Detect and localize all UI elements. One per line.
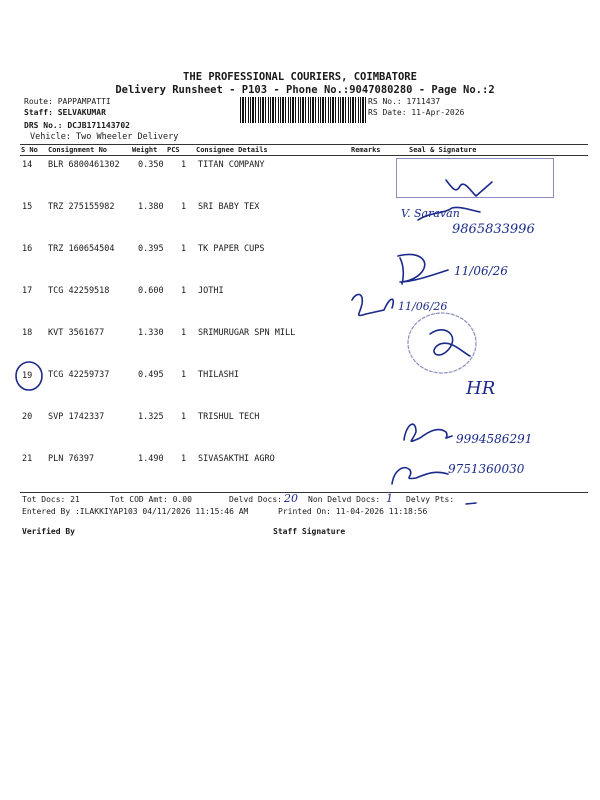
row-weight: 1.325: [138, 412, 164, 422]
row-weight: 0.600: [138, 286, 164, 296]
rs-date: RS Date: 11-Apr-2026: [368, 108, 465, 117]
staff: Staff: SELVAKUMAR: [24, 108, 106, 117]
row-consignee: TK PAPER CUPS: [198, 244, 265, 254]
rs-number: RS No.: 1711437: [368, 97, 441, 106]
route: Route: PAPPAMPATTI: [24, 97, 111, 106]
row-weight: 1.490: [138, 454, 164, 464]
row-weight: 1.380: [138, 202, 164, 212]
row-consignment: KVT 3561677: [48, 328, 105, 338]
signature-row21: [392, 468, 448, 484]
hw-row15-name: V. Saravan: [401, 207, 460, 220]
drs-number: DRS No.: DCJB171143702: [24, 121, 130, 130]
signature-row17: [352, 294, 393, 315]
signature-row14: [446, 180, 492, 196]
row-pcs: 1: [181, 328, 187, 338]
row-consignee: JOTHI: [198, 286, 224, 296]
col-weight: Weight: [132, 146, 158, 154]
hw-row16-date: 11/06/26: [454, 264, 508, 278]
row-consignee: TRISHUL TECH: [198, 412, 260, 422]
delvy-pts: Delvy Pts:: [406, 495, 455, 504]
row-consignment: TRZ 275155982: [48, 202, 115, 212]
tot-cod: Tot COD Amt: 0.00: [110, 495, 192, 504]
signature-row18: [430, 330, 470, 356]
row-sno: 16: [22, 244, 33, 254]
tot-docs: Tot Docs: 21: [22, 495, 80, 504]
company-title: THE PROFESSIONAL COURIERS, COIMBATORE: [183, 71, 417, 83]
delvd-docs-label: Delvd Docs:: [229, 495, 282, 504]
row-consignment: BLR 6800461302: [48, 160, 120, 170]
row-consignee: SRI BABY TEX: [198, 202, 260, 212]
row-consignment: PLN 76397: [48, 454, 95, 464]
row-pcs: 1: [181, 454, 187, 464]
row-consignee: THILASHI: [198, 370, 239, 380]
row-weight: 0.350: [138, 160, 164, 170]
row-weight: 0.495: [138, 370, 164, 380]
row-sno: 19: [22, 371, 33, 381]
row-weight: 0.395: [138, 244, 164, 254]
col-pcs: PCS: [167, 146, 180, 154]
signature-row20: [404, 424, 452, 441]
row-consignee: SRIMURUGAR SPN MILL: [198, 328, 296, 338]
col-remarks: Remarks: [351, 146, 381, 154]
row-consignment: TCG 42259737: [48, 370, 110, 380]
row-pcs: 1: [181, 244, 187, 254]
delvy-pts-dash: [466, 503, 476, 504]
hw-delvd-docs: 20: [284, 492, 298, 505]
signature-row16: [398, 254, 448, 284]
hw-row21-phone: 9751360030: [448, 462, 525, 476]
hw-row17-date: 11/06/26: [398, 300, 448, 313]
row-consignment: TRZ 160654504: [48, 244, 115, 254]
verified-by: Verified By: [22, 527, 75, 536]
row-weight: 1.330: [138, 328, 164, 338]
row-sno: 21: [22, 454, 33, 464]
row-pcs: 1: [181, 412, 187, 422]
row-sno: 14: [22, 160, 33, 170]
col-consignment: Consignment No: [48, 146, 108, 154]
sno-circle-row19: [16, 362, 42, 390]
row-sno: 17: [22, 286, 33, 296]
row-sno: 20: [22, 412, 33, 422]
row-consignment: SVP 1742337: [48, 412, 105, 422]
footer-rule: [20, 492, 588, 493]
runsheet-subtitle: Delivery Runsheet - P103 - Phone No.:9047080280 - Page No.:2: [115, 84, 495, 96]
vehicle: Vehicle: Two Wheeler Delivery: [30, 132, 179, 142]
row-consignee: TITAN COMPANY: [198, 160, 265, 170]
row-sno: 15: [22, 202, 33, 212]
hw-row15-phone: 9865833996: [452, 222, 535, 237]
hw-row19-initials: HR: [466, 378, 496, 399]
row-consignment: TCG 42259518: [48, 286, 110, 296]
row-pcs: 1: [181, 370, 187, 380]
non-delvd-label: Non Delvd Docs:: [308, 495, 381, 504]
printed-on: Printed On: 11-04-2026 11:18:56: [278, 507, 428, 516]
row-pcs: 1: [181, 160, 187, 170]
staff-signature: Staff Signature: [273, 527, 346, 536]
col-consignee: Consignee Details: [196, 146, 268, 154]
entered-by: Entered By :ILAKKIYAP103 04/11/2026 11:15:46 AM: [22, 507, 249, 516]
row-pcs: 1: [181, 202, 187, 212]
hw-row20-phone: 9994586291: [456, 432, 533, 446]
col-sno: S No: [21, 146, 38, 154]
row-sno: 18: [22, 328, 33, 338]
col-seal: Seal & Signature: [409, 146, 477, 154]
hw-non-delvd-docs: 1: [386, 492, 393, 505]
row-pcs: 1: [181, 286, 187, 296]
row-consignee: SIVASAKTHI AGRO: [198, 454, 275, 464]
